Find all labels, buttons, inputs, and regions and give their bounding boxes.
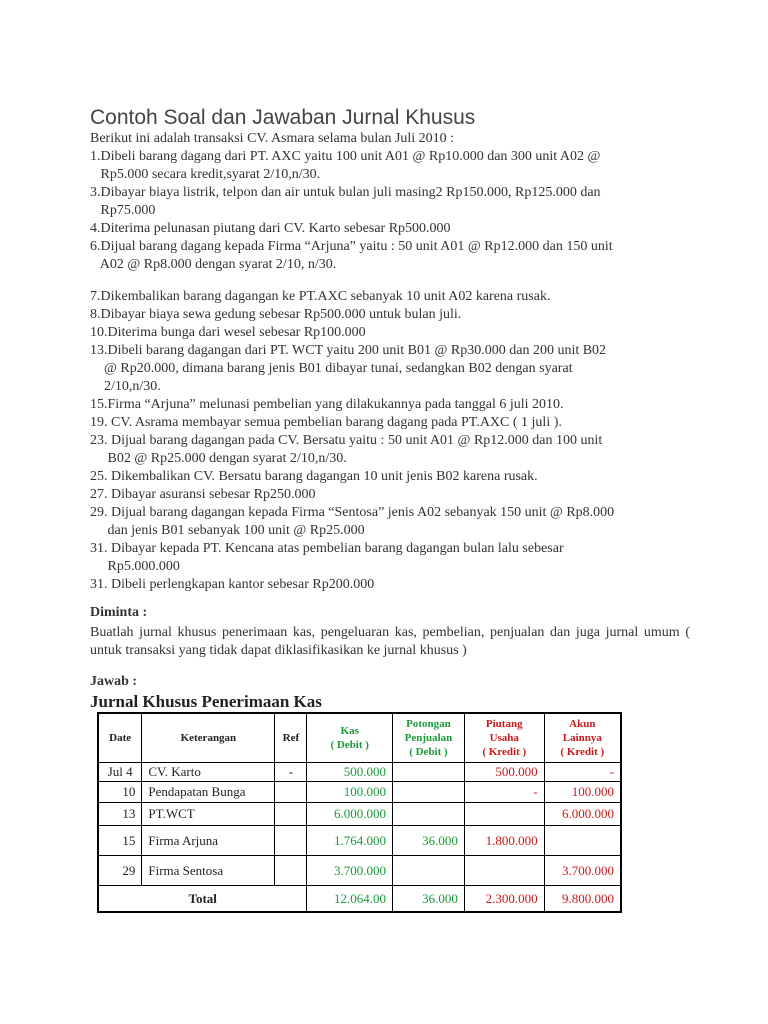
- paragraph-gap: [90, 274, 700, 288]
- header-akun: Akun Lainnya ( Kredit ): [544, 713, 621, 763]
- transaction-line: @ Rp20.000, dimana barang jenis B01 dibayar tunai, sedangkan B02 dengan syarat: [90, 361, 573, 376]
- table-total-row: [98, 886, 621, 913]
- cell-potongan: [393, 856, 465, 886]
- transaction-line: 29. Dijual barang dagangan kepada Firma “Sentosa” jenis A02 sebanyak 150 unit @ Rp8.000: [90, 505, 615, 520]
- cell-date: 15: [98, 826, 142, 856]
- table-row: [98, 782, 621, 803]
- cell-piutang: 500.000: [464, 763, 544, 782]
- transaction-line: 27. Dibayar asuransi sebesar Rp250.000: [90, 487, 316, 502]
- total-label: Total: [98, 886, 307, 913]
- cell-akun: [544, 826, 621, 856]
- transaction-line: 25. Dikembalikan CV. Bersatu barang dagangan 10 unit jenis B02 karena rusak.: [90, 469, 538, 484]
- transaction-line: 13.Dibeli barang dagangan dari PT. WCT yaitu 200 unit B01 @ Rp30.000 dan 200 unit B02: [90, 343, 607, 358]
- total-piutang: 2.300.000: [464, 886, 544, 913]
- transaction-line: 19. CV. Asrama membayar semua pembelian barang dagang pada PT.AXC ( 1 juli ).: [90, 415, 562, 430]
- cell-akun: -: [544, 763, 621, 782]
- cell-potongan: 36.000: [393, 826, 465, 856]
- cell-ref: -: [275, 763, 307, 782]
- header-kas: Kas ( Debit ): [307, 713, 393, 763]
- header-date: Date: [98, 713, 142, 763]
- cell-akun: 6.000.000: [544, 803, 621, 826]
- cell-date: 10: [98, 782, 142, 803]
- cell-kas: 500.000: [307, 763, 393, 782]
- transaction-line: 15.Firma “Arjuna” melunasi pembelian yang dilakukannya pada tanggal 6 juli 2010.: [90, 397, 564, 412]
- page-title: Contoh Soal dan Jawaban Jurnal Khusus: [90, 106, 476, 129]
- transaction-line: 31. Dibayar kepada PT. Kencana atas pembelian barang dagangan bulan lalu sebesar: [90, 541, 564, 556]
- table-row: [98, 763, 621, 782]
- table-row: [98, 856, 621, 886]
- transaction-line: 23. Dijual barang dagangan pada CV. Bersatu yaitu : 50 unit A01 @ Rp12.000 dan 100 unit: [90, 433, 603, 448]
- table-row: [98, 826, 621, 856]
- cell-kas: 1.764.000: [307, 826, 393, 856]
- cell-potongan: [393, 782, 465, 803]
- transaction-line: 7.Dikembalikan barang dagangan ke PT.AXC sebanyak 10 unit A02 karena rusak.: [90, 289, 551, 304]
- jawab-heading: Jawab :: [90, 674, 138, 689]
- cell-kas: 6.000.000: [307, 803, 393, 826]
- transaction-line: Rp5.000 secara kredit,syarat 2/10,n/30.: [90, 167, 321, 182]
- cell-ref: [275, 826, 307, 856]
- cell-piutang: 1.800.000: [464, 826, 544, 856]
- cell-date: 29: [98, 856, 142, 886]
- transaction-line: 10.Diterima bunga dari wesel sebesar Rp100.000: [90, 325, 366, 340]
- diminta-heading: Diminta :: [90, 605, 148, 620]
- cell-piutang: [464, 856, 544, 886]
- diminta-body: Buatlah jurnal khusus penerimaan kas, pengeluaran kas, pembelian, penjualan dan juga jurnal umum ( untuk transaksi yang tidak dapat diklasifikasikan ke jurnal khusus ): [90, 625, 690, 658]
- jurnal-penerimaan-kas-table: [97, 712, 622, 913]
- transaction-list: [90, 148, 700, 594]
- total-potongan: 36.000: [393, 886, 465, 913]
- transaction-line: B02 @ Rp25.000 dengan syarat 2/10,n/30.: [90, 451, 347, 466]
- transaction-line: A02 @ Rp8.000 dengan syarat 2/10, n/30.: [90, 257, 337, 272]
- transaction-line: Rp5.000.000: [90, 559, 180, 574]
- cell-keterangan: PT.WCT: [142, 803, 275, 826]
- transaction-line: 3.Dibayar biaya listrik, telpon dan air untuk bulan juli masing2 Rp150.000, Rp125.000 dan: [90, 185, 601, 200]
- cell-kas: 3.700.000: [307, 856, 393, 886]
- cell-keterangan: Pendapatan Bunga: [142, 782, 275, 803]
- header-potongan: Potongan Penjualan ( Debit ): [393, 713, 465, 763]
- transaction-line: 2/10,n/30.: [90, 379, 161, 394]
- cell-ref: [275, 856, 307, 886]
- table-title: Jurnal Khusus Penerimaan Kas: [90, 692, 322, 711]
- transaction-group-a: [90, 148, 700, 274]
- cell-kas: 100.000: [307, 782, 393, 803]
- cell-keterangan: Firma Sentosa: [142, 856, 275, 886]
- transaction-line: dan jenis B01 sebanyak 100 unit @ Rp25.000: [90, 523, 365, 538]
- transaction-line: 1.Dibeli barang dagang dari PT. AXC yaitu 100 unit A01 @ Rp10.000 dan 300 unit A02 @: [90, 149, 601, 164]
- transaction-line: 31. Dibeli perlengkapan kantor sebesar Rp200.000: [90, 577, 375, 592]
- table-header-row: [98, 713, 621, 763]
- cell-keterangan: Firma Arjuna: [142, 826, 275, 856]
- cell-piutang: -: [464, 782, 544, 803]
- total-akun: 9.800.000: [544, 886, 621, 913]
- cell-akun: 100.000: [544, 782, 621, 803]
- cell-ref: [275, 803, 307, 826]
- table-row: [98, 803, 621, 826]
- header-piutang: Piutang Usaha ( Kredit ): [464, 713, 544, 763]
- transaction-line: 6.Dijual barang dagang kepada Firma “Arjuna” yaitu : 50 unit A01 @ Rp12.000 dan 150 unit: [90, 239, 613, 254]
- cell-piutang: [464, 803, 544, 826]
- intro-text: Berikut ini adalah transaksi CV. Asmara selama bulan Juli 2010 :: [90, 131, 455, 146]
- transaction-group-b: [90, 288, 700, 594]
- cell-potongan: [393, 763, 465, 782]
- cell-date: 13: [98, 803, 142, 826]
- transaction-line: Rp75.000: [90, 203, 156, 218]
- cell-potongan: [393, 803, 465, 826]
- total-kas: 12.064.00: [307, 886, 393, 913]
- header-ref: Ref: [275, 713, 307, 763]
- header-keterangan: Keterangan: [142, 713, 275, 763]
- cell-keterangan: CV. Karto: [142, 763, 275, 782]
- cell-akun: 3.700.000: [544, 856, 621, 886]
- cell-ref: [275, 782, 307, 803]
- transaction-line: 4.Diterima pelunasan piutang dari CV. Karto sebesar Rp500.000: [90, 221, 451, 236]
- transaction-line: 8.Dibayar biaya sewa gedung sebesar Rp500.000 untuk bulan juli.: [90, 307, 462, 322]
- cell-date: Jul 4: [98, 763, 142, 782]
